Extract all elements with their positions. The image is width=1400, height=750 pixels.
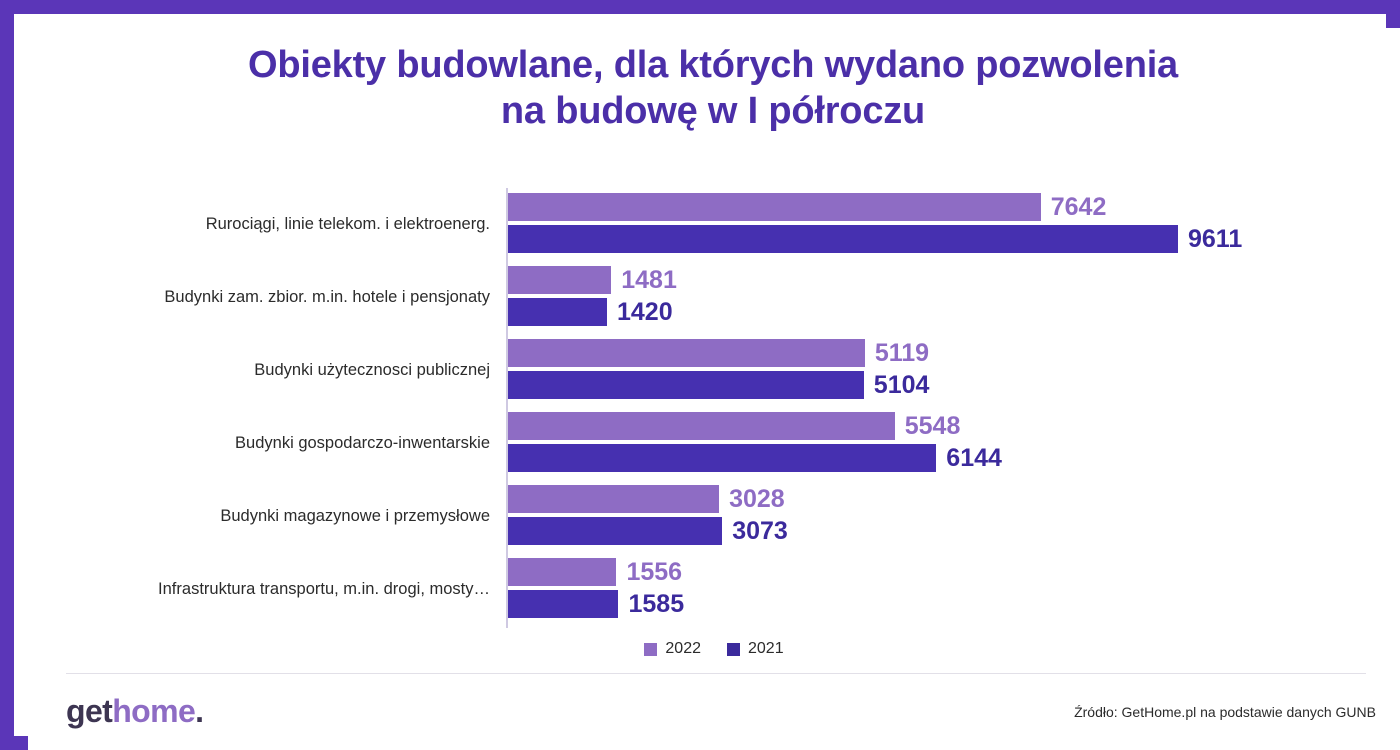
- legend-label-2021: 2021: [748, 640, 784, 657]
- legend-item-2022[interactable]: [644, 640, 701, 658]
- bar-value-2022: 7642: [1050, 192, 1107, 221]
- bar-value-2022: 1481: [621, 265, 677, 294]
- bar-2021[interactable]: [508, 517, 722, 545]
- logo-text-get: get: [66, 693, 113, 729]
- bar-item: [508, 225, 1380, 253]
- bar-item: [508, 193, 1380, 221]
- bar-item: [508, 517, 1380, 545]
- category-label: Infrastruktura transportu, m.in. drogi, mosty…: [158, 579, 490, 598]
- bar-2022[interactable]: [508, 266, 611, 294]
- chart-row: [50, 553, 1380, 625]
- legend-item-2021[interactable]: [727, 640, 784, 658]
- legend-label-2022: 2022: [665, 640, 701, 657]
- chart-rows: [50, 188, 1380, 626]
- bar-2021[interactable]: [508, 590, 618, 618]
- bar-value-2021: 1420: [616, 297, 673, 326]
- bar-item: [508, 266, 1380, 294]
- bar-group: [508, 261, 1380, 333]
- bar-item: [508, 558, 1380, 586]
- category-label: Budynki gospodarczo-inwentarskie: [235, 433, 490, 452]
- bar-group: [508, 480, 1380, 552]
- bar-item: [508, 485, 1380, 513]
- chart-row: [50, 261, 1380, 333]
- category-label: Rurociągi, linie telekom. i elektroenerg.: [205, 214, 490, 233]
- logo-text-home: home: [112, 693, 196, 729]
- bar-value-2022: 3028: [729, 484, 785, 513]
- bar-group: [508, 334, 1380, 406]
- bar-item: [508, 590, 1380, 618]
- legend-swatch-icon-2021: [727, 643, 740, 656]
- bar-value-2021: 3073: [732, 516, 788, 545]
- bar-value-2021: 9611: [1188, 224, 1243, 253]
- legend-swatch-icon-2022: [644, 643, 657, 656]
- chart-row: [50, 188, 1380, 260]
- logo-text-dot: .: [195, 693, 204, 729]
- chart-legend: [28, 640, 1400, 658]
- bar-item: [508, 412, 1380, 440]
- bar-value-2021: 6144: [946, 443, 1002, 472]
- bar-2022[interactable]: [508, 412, 895, 440]
- bar-group: [508, 188, 1380, 260]
- bar-item: [508, 339, 1380, 367]
- chart-row: [50, 407, 1380, 479]
- chart-row: [50, 334, 1380, 406]
- bar-chart: [50, 178, 1380, 638]
- gethome-logo[interactable]: [66, 693, 203, 730]
- bar-value-2022: 5119: [874, 338, 930, 367]
- bar-item: [508, 444, 1380, 472]
- category-label: Budynki użytecznosci publicznej: [254, 360, 490, 379]
- bar-item: [508, 371, 1380, 399]
- bar-2022[interactable]: [508, 558, 616, 586]
- bar-2021[interactable]: [508, 225, 1178, 253]
- page-title-line-1: Obiekty budowlane, dla których wydano pozwolenia: [248, 44, 1178, 86]
- bar-group: [508, 553, 1380, 625]
- bar-2022[interactable]: [508, 485, 719, 513]
- bar-2021[interactable]: [508, 298, 607, 326]
- bar-value-2021: 5104: [873, 370, 930, 399]
- page-title: [148, 42, 1278, 135]
- category-label: Budynki zam. zbior. m.in. hotele i pensjonaty: [164, 287, 490, 306]
- bar-value-2022: 5548: [904, 411, 961, 440]
- page-title-line-2: na budowę w I półroczu: [500, 90, 926, 133]
- category-label: Budynki magazynowe i przemysłowe: [220, 506, 490, 525]
- bar-item: [508, 298, 1380, 326]
- bar-2021[interactable]: [508, 371, 864, 399]
- chart-row: [50, 480, 1380, 552]
- bar-2022[interactable]: [508, 193, 1041, 221]
- bar-value-2021: 1585: [628, 589, 685, 618]
- chart-canvas: [28, 28, 1400, 750]
- bar-2022[interactable]: [508, 339, 865, 367]
- bar-value-2022: 1556: [626, 557, 683, 586]
- bar-group: [508, 407, 1380, 479]
- source-note: Źródło: GetHome.pl na podstawie danych GUNB: [1074, 704, 1376, 720]
- bar-2021[interactable]: [508, 444, 936, 472]
- footer-divider: [66, 673, 1366, 674]
